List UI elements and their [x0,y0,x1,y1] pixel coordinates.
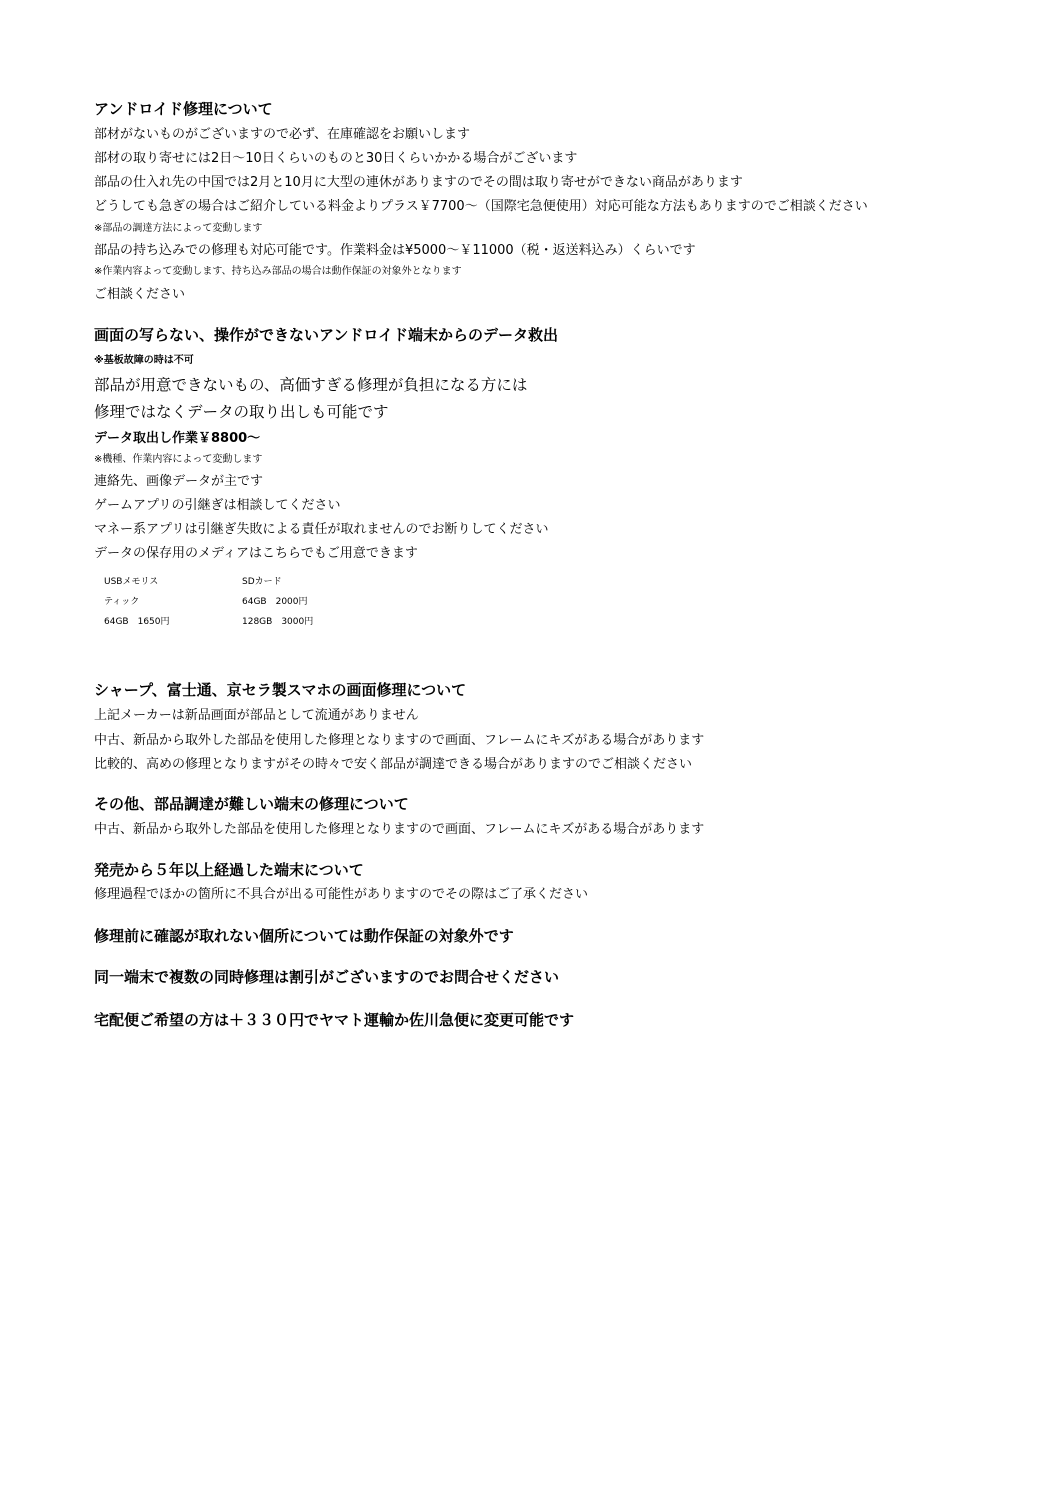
old-devices-line: 修理過程でほかの箇所に不具合が出る可能性がありますのでその際はご了承ください [94,887,589,902]
sharp-line: 中古、新品から取外した部品を使用した修理となりますので画面、フレームにキズがある場合があります [94,733,705,748]
delivery-notice: 宅配便ご希望の方は＋３３０円でヤマト運輸か佐川急便に変更可能です [94,1011,575,1029]
other-devices-line: 中古、新品から取外した部品を使用した修理となりますので画面、フレームにキズがある場合があります [94,822,705,837]
android-repair-line: 部材の取り寄せには2日〜10日くらいのものと30日くらいかかる場合がございます [94,151,578,166]
sd-header: SDカード [242,577,282,587]
sd-price-cell: 128GB 3000円 [242,617,314,627]
data-recovery-price: データ取出し作業￥8800〜 [94,431,261,446]
procurement-note: ※部品の調達方法によって変動します [94,223,263,234]
sharp-line: 上記メーカーは新品画面が部品として流通がありません [94,708,419,723]
usb-header: ティック [104,597,140,607]
usb-price-cell: 64GB 1650円 [104,617,170,627]
usb-header: USBメモリス [104,577,159,587]
other-devices-heading: その他、部品調達が難しい端末の修理について [94,795,409,813]
data-recovery-line: データの保存用のメディアはこちらでもご用意できます [94,546,418,561]
old-devices-heading: 発売から５年以上経過した端末について [94,861,364,879]
sd-price-cell: 64GB 2000円 [242,597,308,607]
bring-in-parts-line: 部品の持ち込みでの修理も対応可能です。作業料金は¥5000〜￥11000（税・返送料込み）くらいです [94,243,696,258]
android-repair-line: 部品の仕入れ先の中国では2月と10月に大型の連休がありますのでその間は取り寄せができない商品があります [94,175,743,190]
board-failure-note: ※基板故障の時は不可 [94,355,194,366]
sharp-line: 比較的、高めの修理となりますがその時々で安く部品が調達できる場合がありますのでご相談ください [94,757,693,772]
data-recovery-intro: 部品が用意できないもの、高価すぎる修理が負担になる方には [94,376,528,394]
android-repair-line: どうしても急ぎの場合はご紹介している料金よりプラス￥7700〜（国際宅急便使用）対応可能な方法もありますのでご相談ください [94,199,868,214]
consult-line: ご相談ください [94,287,186,302]
data-recovery-line: 連絡先、画像データが主です [94,474,264,489]
data-recovery-intro: 修理ではなくデータの取り出しも可能です [94,403,389,421]
data-recovery-line: ゲームアプリの引継ぎは相談してください [94,498,341,513]
work-content-note: ※作業内容よって変動します、持ち込み部品の場合は動作保証の対象外となります [94,266,462,277]
data-recovery-line: マネー系アプリは引継ぎ失敗による責任が取れませんのでお断りしてください [94,522,549,537]
android-repair-heading: アンドロイド修理について [94,100,273,118]
data-recovery-heading: 画面の写らない、操作ができないアンドロイド端末からのデータ救出 [94,326,558,344]
android-repair-line: 部材がないものがございますので必ず、在庫確認をお願いします [94,127,470,142]
sharp-fujitsu-kyocera-heading: シャープ、富士通、京セラ製スマホの画面修理について [94,681,467,699]
discount-notice: 同一端末で複数の同時修理は割引がございますのでお問合せください [94,968,560,986]
model-note: ※機種、作業内容によって変動します [94,454,263,465]
warranty-notice: 修理前に確認が取れない個所については動作保証の対象外です [94,927,514,945]
